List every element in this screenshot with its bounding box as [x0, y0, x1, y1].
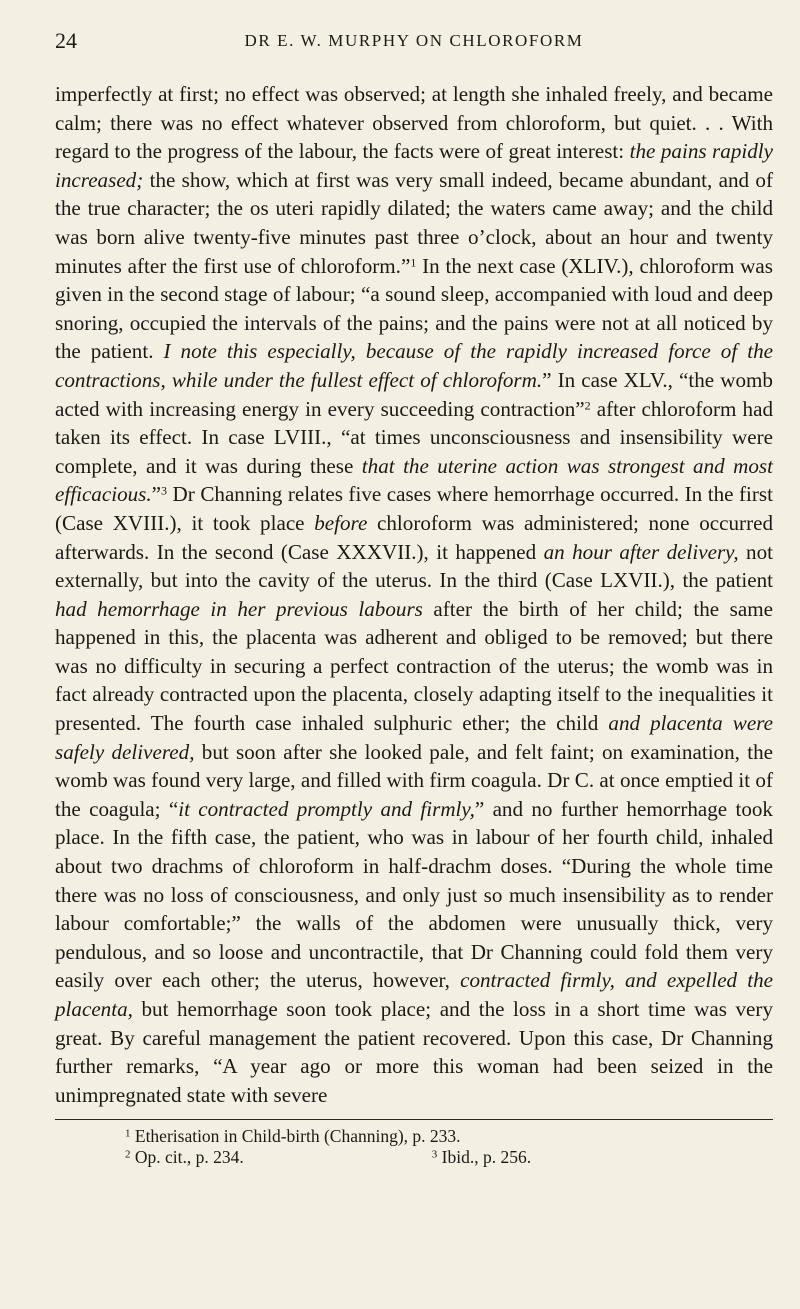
italic-text-run: I note this especially, because of the rapidly increased force of the contractions, while under the fullest effect of chloroform. — [55, 339, 773, 392]
footnote-text: Op. cit., p. 234. — [134, 1147, 244, 1168]
page-number: 24 — [55, 28, 77, 53]
text-run: ” and no further hemorrhage took place. In the fifth case, the patient, who was in labour of her fourth child, inhaled about two drachms of chloroform in half-drachm doses. “During the whole time there was no loss of consciousness, and only just so much insensibility as to render labour comfortable;” the walls of the abdomen were unusually thick, very pendulous, and so loose and uncontractile, that Dr Channing could fold them very easily over each other; the uterus, however, — [55, 796, 773, 993]
body-paragraph — [55, 80, 773, 1109]
italic-text-run: had hemorrhage in her previous labours — [55, 596, 423, 621]
footnote-marker: 2 — [125, 1148, 131, 1161]
italic-text-run: it contracted promptly and firmly, — [178, 796, 475, 821]
footnote-text: Ibid., p. 256. — [441, 1147, 532, 1168]
text-run: the show, which at first was very small indeed, became abundant, and of the true character; the os uteri rapidly dilated; the waters came away; and the child was born alive twenty-five minutes past three o’clock, about an hour and twenty minutes after the first use of chloroform.” — [55, 167, 773, 278]
page-header — [55, 28, 773, 62]
italic-text-run: the pains rapidly increased; — [55, 139, 773, 192]
footnotes — [55, 1126, 773, 1168]
footnote-marker: 1 — [125, 1127, 131, 1140]
footnote-text: Etherisation in Child-birth (Channing), p. 233. — [134, 1126, 461, 1147]
running-head: DR E. W. MURPHY ON CHLOROFORM — [244, 31, 584, 50]
italic-text-run: an hour after delivery, — [543, 539, 739, 564]
italic-text-run: that the uterine action was strongest and most efficacious. — [55, 453, 773, 507]
text-run: after the birth of her child; the same happened in this, the placenta was adherent and obliged to be removed; but there was no difficulty in securing a perfect contraction of the uterus; the womb was in fact already contracted upon the placenta, closely adapting itself to the inequalities it presented. The fourth case inhaled sulphuric ether; the child — [55, 596, 773, 736]
text-run: but hemorrhage soon took place; and the loss in a short time was very great. By careful management the patient recovered. Upon this case, Dr Channing further remarks, “A year ago or more this woman had been seized in the unimpregnated state with severe — [55, 997, 773, 1107]
footnote-reference: 1 — [410, 254, 417, 269]
italic-text-run: contracted firmly, and expelled the placenta, — [55, 968, 773, 1021]
text-run: but soon after she looked pale, and felt faint; on examination, the womb was found very large, and filled with firm coagula. Dr C. at once emptied it of the coagula; “ — [55, 739, 773, 821]
footnote-1 — [55, 1126, 773, 1147]
text-run: ” — [151, 482, 162, 507]
text-run: after chloroform had taken its effect. In case LVIII., “at times unconsciousness and insensibility were complete, and it was during these — [55, 396, 773, 478]
text-run: ” In case XLV., “the womb acted with increasing energy in every succeeding contraction” — [55, 367, 773, 421]
text-run: In the next case (XLIV.), chloroform was given in the second stage of labour; “a sound sleep, accompanied with loud and deep snoring, occupied the intervals of the pains; and the pains were not at all noticed by the patient. — [55, 253, 773, 364]
text-run: chloroform was administered; none occurred afterwards. In the second (Case XXXVII.), it happened — [55, 510, 773, 564]
text-run: imperfectly at first; no effect was observed; at length she inhaled freely, and became calm; there was no effect whatever observed from chloroform, but quiet. . . With regard to the progress of the labour, the facts were of great interest: — [55, 82, 773, 164]
text-run: not externally, but into the cavity of the uterus. In the third (Case LXVII.), the patient — [55, 539, 774, 593]
footnote-divider — [55, 1119, 773, 1120]
footnotes-2-3 — [55, 1147, 773, 1168]
italic-text-run: before — [314, 510, 368, 535]
text-run: Dr Channing relates five cases where hemorrhage occurred. In the first (Case XVIII.), it took place — [55, 482, 773, 535]
footnote-reference: 2 — [584, 397, 591, 412]
italic-text-run: and placenta were safely delivered, — [55, 711, 773, 764]
footnote-reference: 3 — [161, 483, 168, 498]
footnote-marker: 3 — [431, 1148, 438, 1161]
page-content — [55, 28, 773, 1168]
